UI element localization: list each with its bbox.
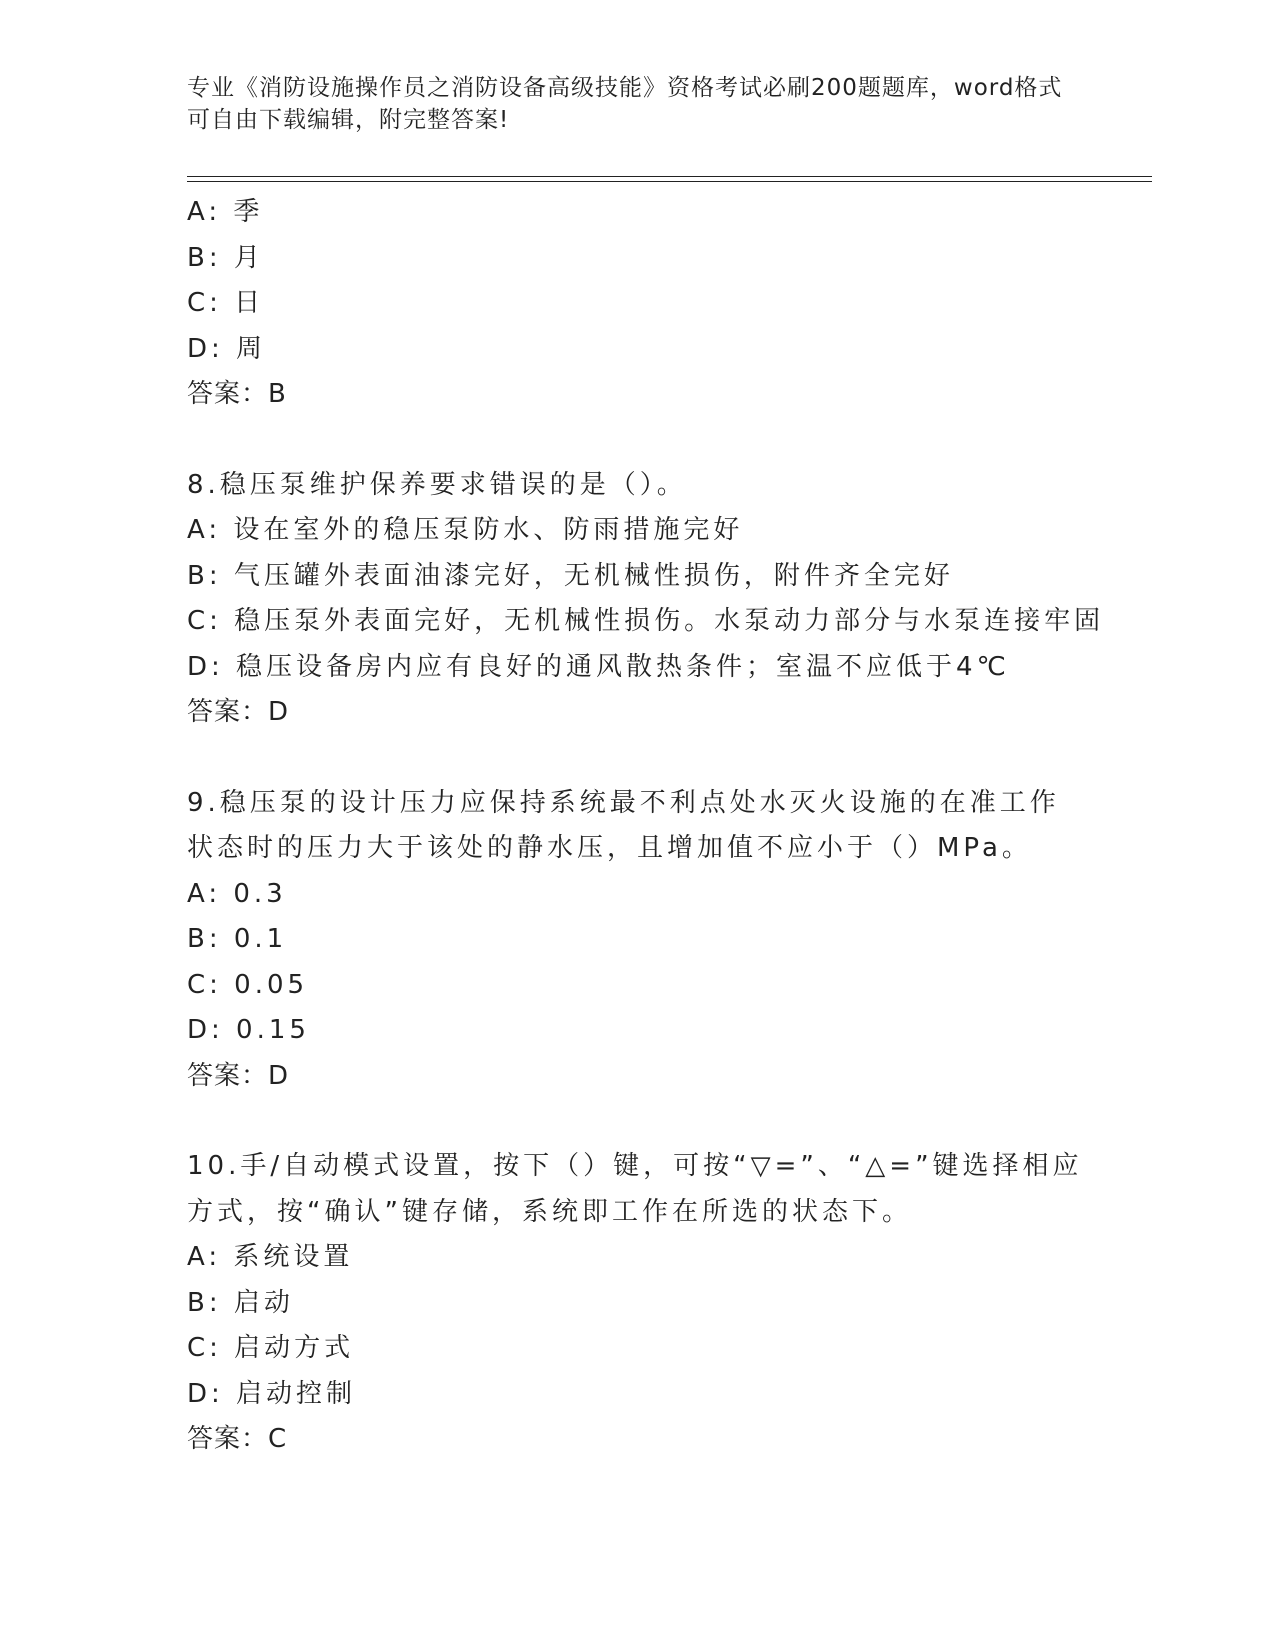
- option-d: D: 启动控制: [187, 1378, 357, 1409]
- question-list: [187, 190, 1105, 1508]
- option-b: B: 0.1: [187, 924, 288, 954]
- answer: 答案：D: [187, 1060, 290, 1091]
- option-c: C: 日: [187, 288, 265, 318]
- option-d: D: 0.15: [187, 1015, 310, 1045]
- option-b: B: 月: [187, 242, 264, 273]
- answer: 答案：D: [187, 697, 290, 727]
- question-block-7: [187, 190, 1087, 418]
- option-c: C: 启动方式: [187, 1333, 355, 1363]
- option-b: B: 启动: [187, 1287, 294, 1318]
- question-block-8: [187, 463, 1105, 736]
- option-a: A: 0.3: [187, 878, 287, 909]
- question-block-10: [187, 1144, 1087, 1463]
- option-d: D: 周: [187, 333, 267, 364]
- option-b: B: 气压罐外表面油漆完好，无机械性损伤，附件齐全完好: [187, 560, 954, 591]
- question-block-9: [187, 781, 1087, 1100]
- question-text: 8.稳压泵维护保养要求错误的是（）。: [187, 469, 687, 500]
- answer: 答案：B: [187, 379, 287, 409]
- option-a: A: 系统设置: [187, 1242, 354, 1272]
- option-d: D: 稳压设备房内应有良好的通风散热条件；室温不应低于4℃: [187, 651, 1010, 682]
- document-header: 专业《消防设施操作员之消防设备高级技能》资格考试必刷200题题库，word格式可自由下载编辑，附完整答案!: [187, 75, 1063, 133]
- answer: 答案：C: [187, 1424, 288, 1454]
- option-c: C: 稳压泵外表面完好，无机械性损伤。水泵动力部分与水泵连接牢固: [187, 606, 1105, 636]
- question-text: 10.手/自动模式设置，按下（）键，可按“▽=”、“△=”键选择相应方式，按“确认”键存储，系统即工作在所选的状态下。: [187, 1151, 1083, 1227]
- option-a: A: 设在室外的稳压泵防水、防雨措施完好: [187, 515, 744, 545]
- option-c: C: 0.05: [187, 969, 309, 1000]
- question-text: 9.稳压泵的设计压力应保持系统最不利点处水灭火设施的在准工作状态时的压力大于该处的静水压，且增加值不应小于（）MPa。: [187, 787, 1060, 863]
- option-a: A: 季: [187, 197, 264, 227]
- header-divider: [187, 176, 1152, 182]
